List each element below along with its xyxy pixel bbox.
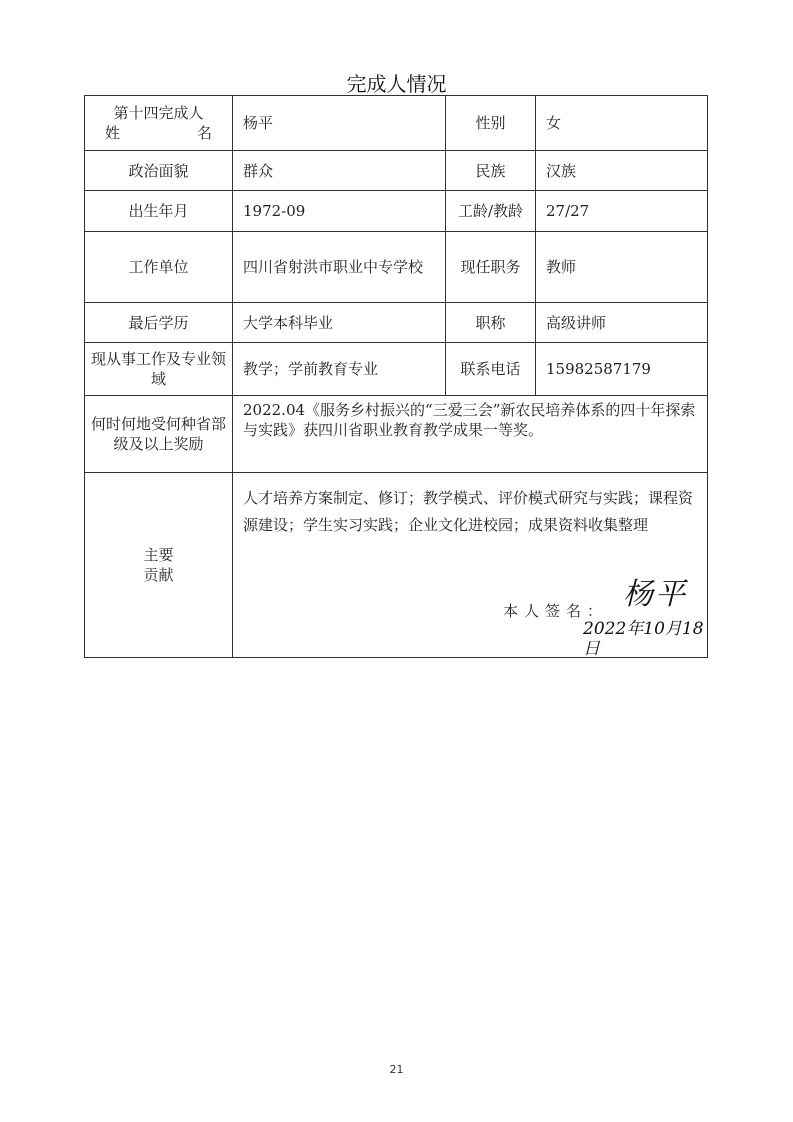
- page-number: 21: [389, 1063, 404, 1076]
- title-value: 高级讲师: [536, 303, 708, 343]
- row-birth: [85, 191, 708, 232]
- contribution-label-cell: [85, 473, 233, 658]
- field-value: 教学；学前教育专业: [233, 343, 446, 396]
- signature: 杨平: [623, 577, 687, 612]
- award-value: 2022.04《服务乡村振兴的“三爱三会”新农民培养体系的四十年探索与实践》获四川省职业教育教学成果一等奖。: [233, 396, 708, 473]
- row-education: [85, 303, 708, 343]
- row-award: [85, 396, 708, 473]
- row-field: [85, 343, 708, 396]
- name-value: 杨平: [233, 96, 446, 151]
- years-value: 27/27: [536, 191, 708, 232]
- politics-value: 群众: [233, 151, 446, 191]
- name-label-cell: [85, 96, 233, 151]
- education-value: 大学本科毕业: [233, 303, 446, 343]
- work-unit-label: 工作单位: [85, 232, 233, 303]
- education-label: 最后学历: [85, 303, 233, 343]
- birth-value: 1972-09: [233, 191, 446, 232]
- contribution-label-line2: 贡献: [143, 566, 174, 584]
- ethnicity-value: 汉族: [536, 151, 708, 191]
- work-unit-value: 四川省射洪市职业中专学校: [233, 232, 446, 303]
- contribution-value: 人才培养方案制定、修订；教学模式、评价模式研究与实践；课程资源建设；学生实习实践；企业文化进校园；成果资料收集整理: [243, 489, 694, 534]
- signature-label: 本人签名：: [503, 602, 609, 620]
- name-label-given: 名: [196, 124, 212, 142]
- phone-value: 15982587179: [536, 343, 708, 396]
- position-label: 现任职务: [446, 232, 536, 303]
- signature-date: 2022年10月18日: [583, 619, 704, 659]
- birth-label: 出生年月: [85, 191, 233, 232]
- field-label: 现从事工作及专业领域: [85, 343, 233, 396]
- ethnicity-label: 民族: [446, 151, 536, 191]
- contribution-label-line1: 主要: [143, 546, 174, 564]
- years-label: 工龄/教龄: [446, 191, 536, 232]
- row-politics: [85, 151, 708, 191]
- row-work-unit: [85, 232, 708, 303]
- politics-label: 政治面貌: [85, 151, 233, 191]
- info-table: [84, 95, 708, 658]
- award-label: 何时何地受何种省部级及以上奖励: [85, 396, 233, 473]
- name-label-surname: 姓: [105, 124, 121, 142]
- name-label-line2: [91, 123, 226, 143]
- gender-value: 女: [536, 96, 708, 151]
- row-name: [85, 96, 708, 151]
- gender-label: 性别: [446, 96, 536, 151]
- row-contribution: [85, 473, 708, 658]
- page-title: 完成人情况: [346, 72, 447, 96]
- title-label: 职称: [446, 303, 536, 343]
- name-label-line1: 第十四完成人: [113, 104, 204, 122]
- contribution-cell: [233, 473, 708, 658]
- position-value: 教师: [536, 232, 708, 303]
- phone-label: 联系电话: [446, 343, 536, 396]
